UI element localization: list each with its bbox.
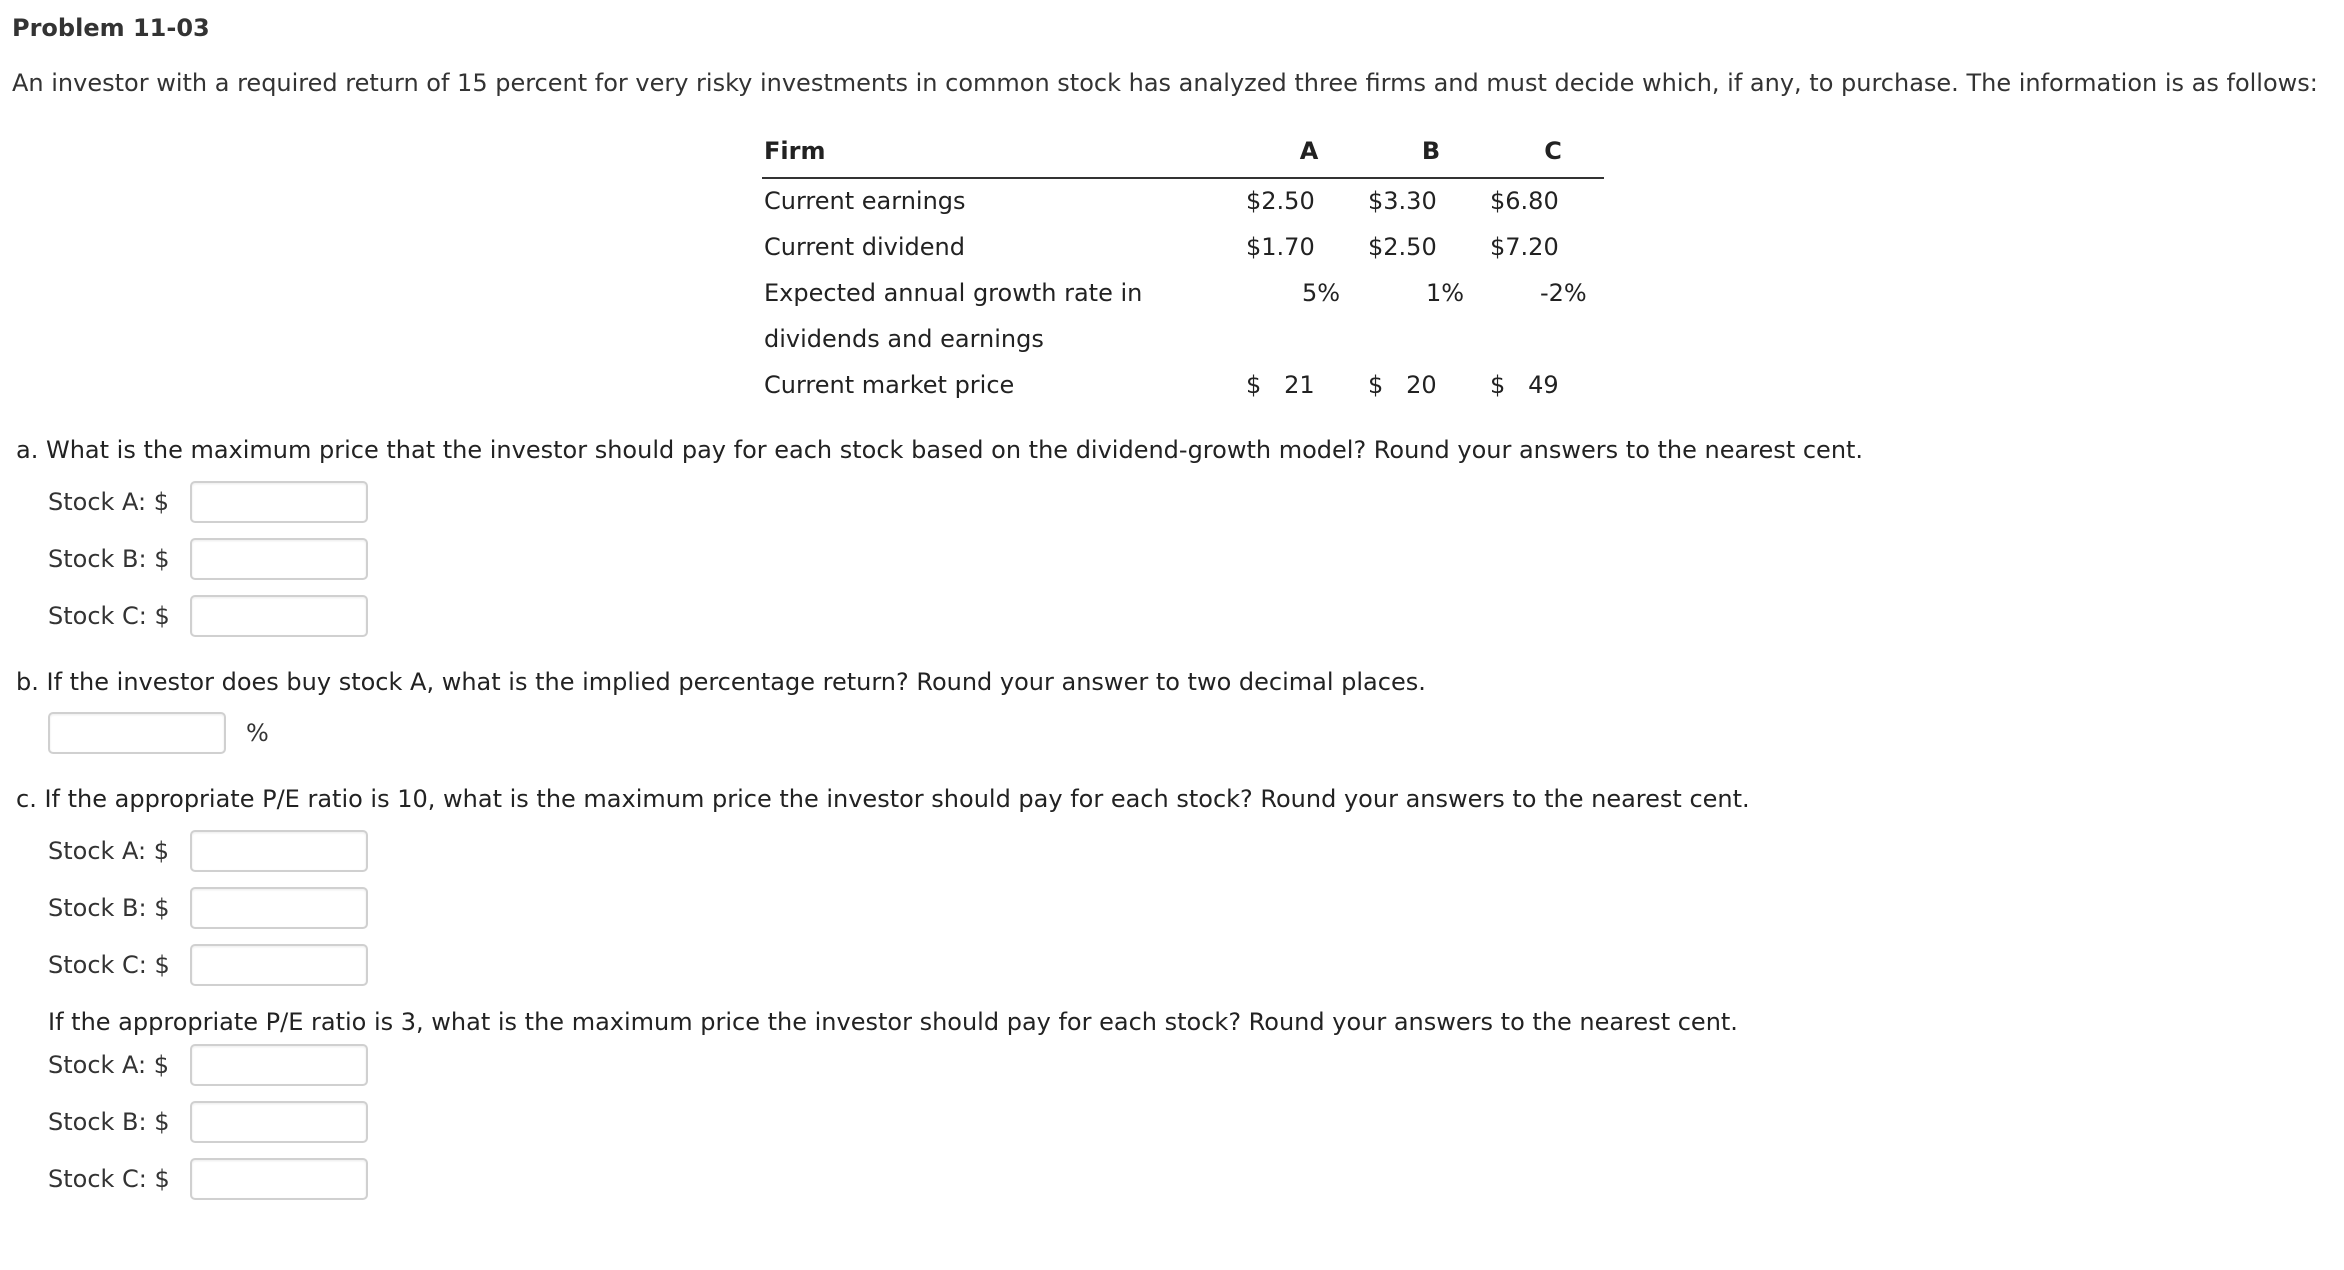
answer-row-c-stock-c: [48, 942, 368, 988]
part-c-stock-a-input[interactable]: [190, 830, 368, 872]
percent-unit: %: [246, 719, 269, 747]
stock-c-label: Stock C: $: [48, 602, 170, 630]
cell-firm-c: -2%: [1540, 279, 1587, 307]
answer-row-c2-stock-b: [48, 1099, 368, 1145]
row-label: Expected annual growth rate in: [764, 279, 1143, 307]
row-label: dividends and earnings: [764, 325, 1044, 353]
stock-a-label: Stock A: $: [48, 837, 170, 865]
table-header-row: [762, 131, 1604, 179]
cell-firm-c: $7.20: [1490, 233, 1559, 261]
header-firm-c: C: [1544, 137, 1562, 165]
answer-row-b: [48, 710, 269, 756]
part-c-pe3-stock-c-input[interactable]: [190, 1158, 368, 1200]
answer-row-a-stock-b: [48, 536, 368, 582]
part-a-stock-b-input[interactable]: [190, 538, 368, 580]
header-firm: Firm: [764, 137, 826, 165]
table-row-growth-rate: [762, 271, 1604, 317]
answer-row-c2-stock-a: [48, 1042, 368, 1088]
row-label: Current dividend: [764, 233, 965, 261]
header-firm-a: A: [1299, 137, 1319, 165]
cell-firm-a: $1.70: [1246, 233, 1315, 261]
table-row-current-dividend: [762, 225, 1604, 271]
cell-firm-b: $2.50: [1368, 233, 1437, 261]
cell-firm-b: $3.30: [1368, 187, 1437, 215]
stock-b-label: Stock B: $: [48, 1108, 170, 1136]
problem-title: Problem 11-03: [12, 14, 210, 42]
cell-firm-a: $2.50: [1246, 187, 1315, 215]
answer-row-c-stock-a: [48, 828, 368, 874]
part-c-stock-b-input[interactable]: [190, 887, 368, 929]
header-firm-b: B: [1421, 137, 1441, 165]
cell-firm-b: $ 20: [1368, 371, 1437, 399]
question-part-c: c. If the appropriate P/E ratio is 10, what is the maximum price the investor should pay for each stock? Round your answers to the nearest cent.: [16, 785, 1750, 813]
stock-b-label: Stock B: $: [48, 545, 170, 573]
part-a-stock-c-input[interactable]: [190, 595, 368, 637]
stock-c-label: Stock C: $: [48, 1165, 170, 1193]
stock-c-label: Stock C: $: [48, 951, 170, 979]
question-part-a: a. What is the maximum price that the investor should pay for each stock based on the dividend-growth model? Round your answers to the nearest cent.: [16, 436, 1864, 464]
answer-row-a-stock-c: [48, 593, 368, 639]
question-part-c-pe3: If the appropriate P/E ratio is 3, what is the maximum price the investor should pay for each stock? Round your answers to the nearest cent.: [48, 1008, 1738, 1036]
question-part-b: b. If the investor does buy stock A, what is the implied percentage return? Round your answer to two decimal places.: [16, 668, 1426, 696]
cell-firm-c: $6.80: [1490, 187, 1559, 215]
part-c-pe3-stock-a-input[interactable]: [190, 1044, 368, 1086]
problem-intro: An investor with a required return of 15 percent for very risky investments in common stock has analyzed three firms and must decide which, if any, to purchase. The information is as follows:: [12, 69, 2318, 97]
answer-row-c2-stock-c: [48, 1156, 368, 1202]
part-a-stock-a-input[interactable]: [190, 481, 368, 523]
part-c-pe3-stock-b-input[interactable]: [190, 1101, 368, 1143]
stock-b-label: Stock B: $: [48, 894, 170, 922]
stock-a-label: Stock A: $: [48, 488, 170, 516]
cell-firm-a: $ 21: [1246, 371, 1315, 399]
row-label: Current earnings: [764, 187, 966, 215]
table-row-current-earnings: [762, 179, 1604, 225]
table-row-market-price: [762, 363, 1604, 409]
cell-firm-c: $ 49: [1490, 371, 1559, 399]
table-row-growth-rate-continued: [762, 317, 1604, 363]
part-c-stock-c-input[interactable]: [190, 944, 368, 986]
cell-firm-a: 5%: [1302, 279, 1341, 307]
firm-data-table: [762, 131, 1604, 409]
stock-a-label: Stock A: $: [48, 1051, 170, 1079]
answer-row-a-stock-a: [48, 479, 368, 525]
part-b-return-input[interactable]: [48, 712, 226, 754]
answer-row-c-stock-b: [48, 885, 368, 931]
row-label: Current market price: [764, 371, 1015, 399]
cell-firm-b: 1%: [1426, 279, 1465, 307]
